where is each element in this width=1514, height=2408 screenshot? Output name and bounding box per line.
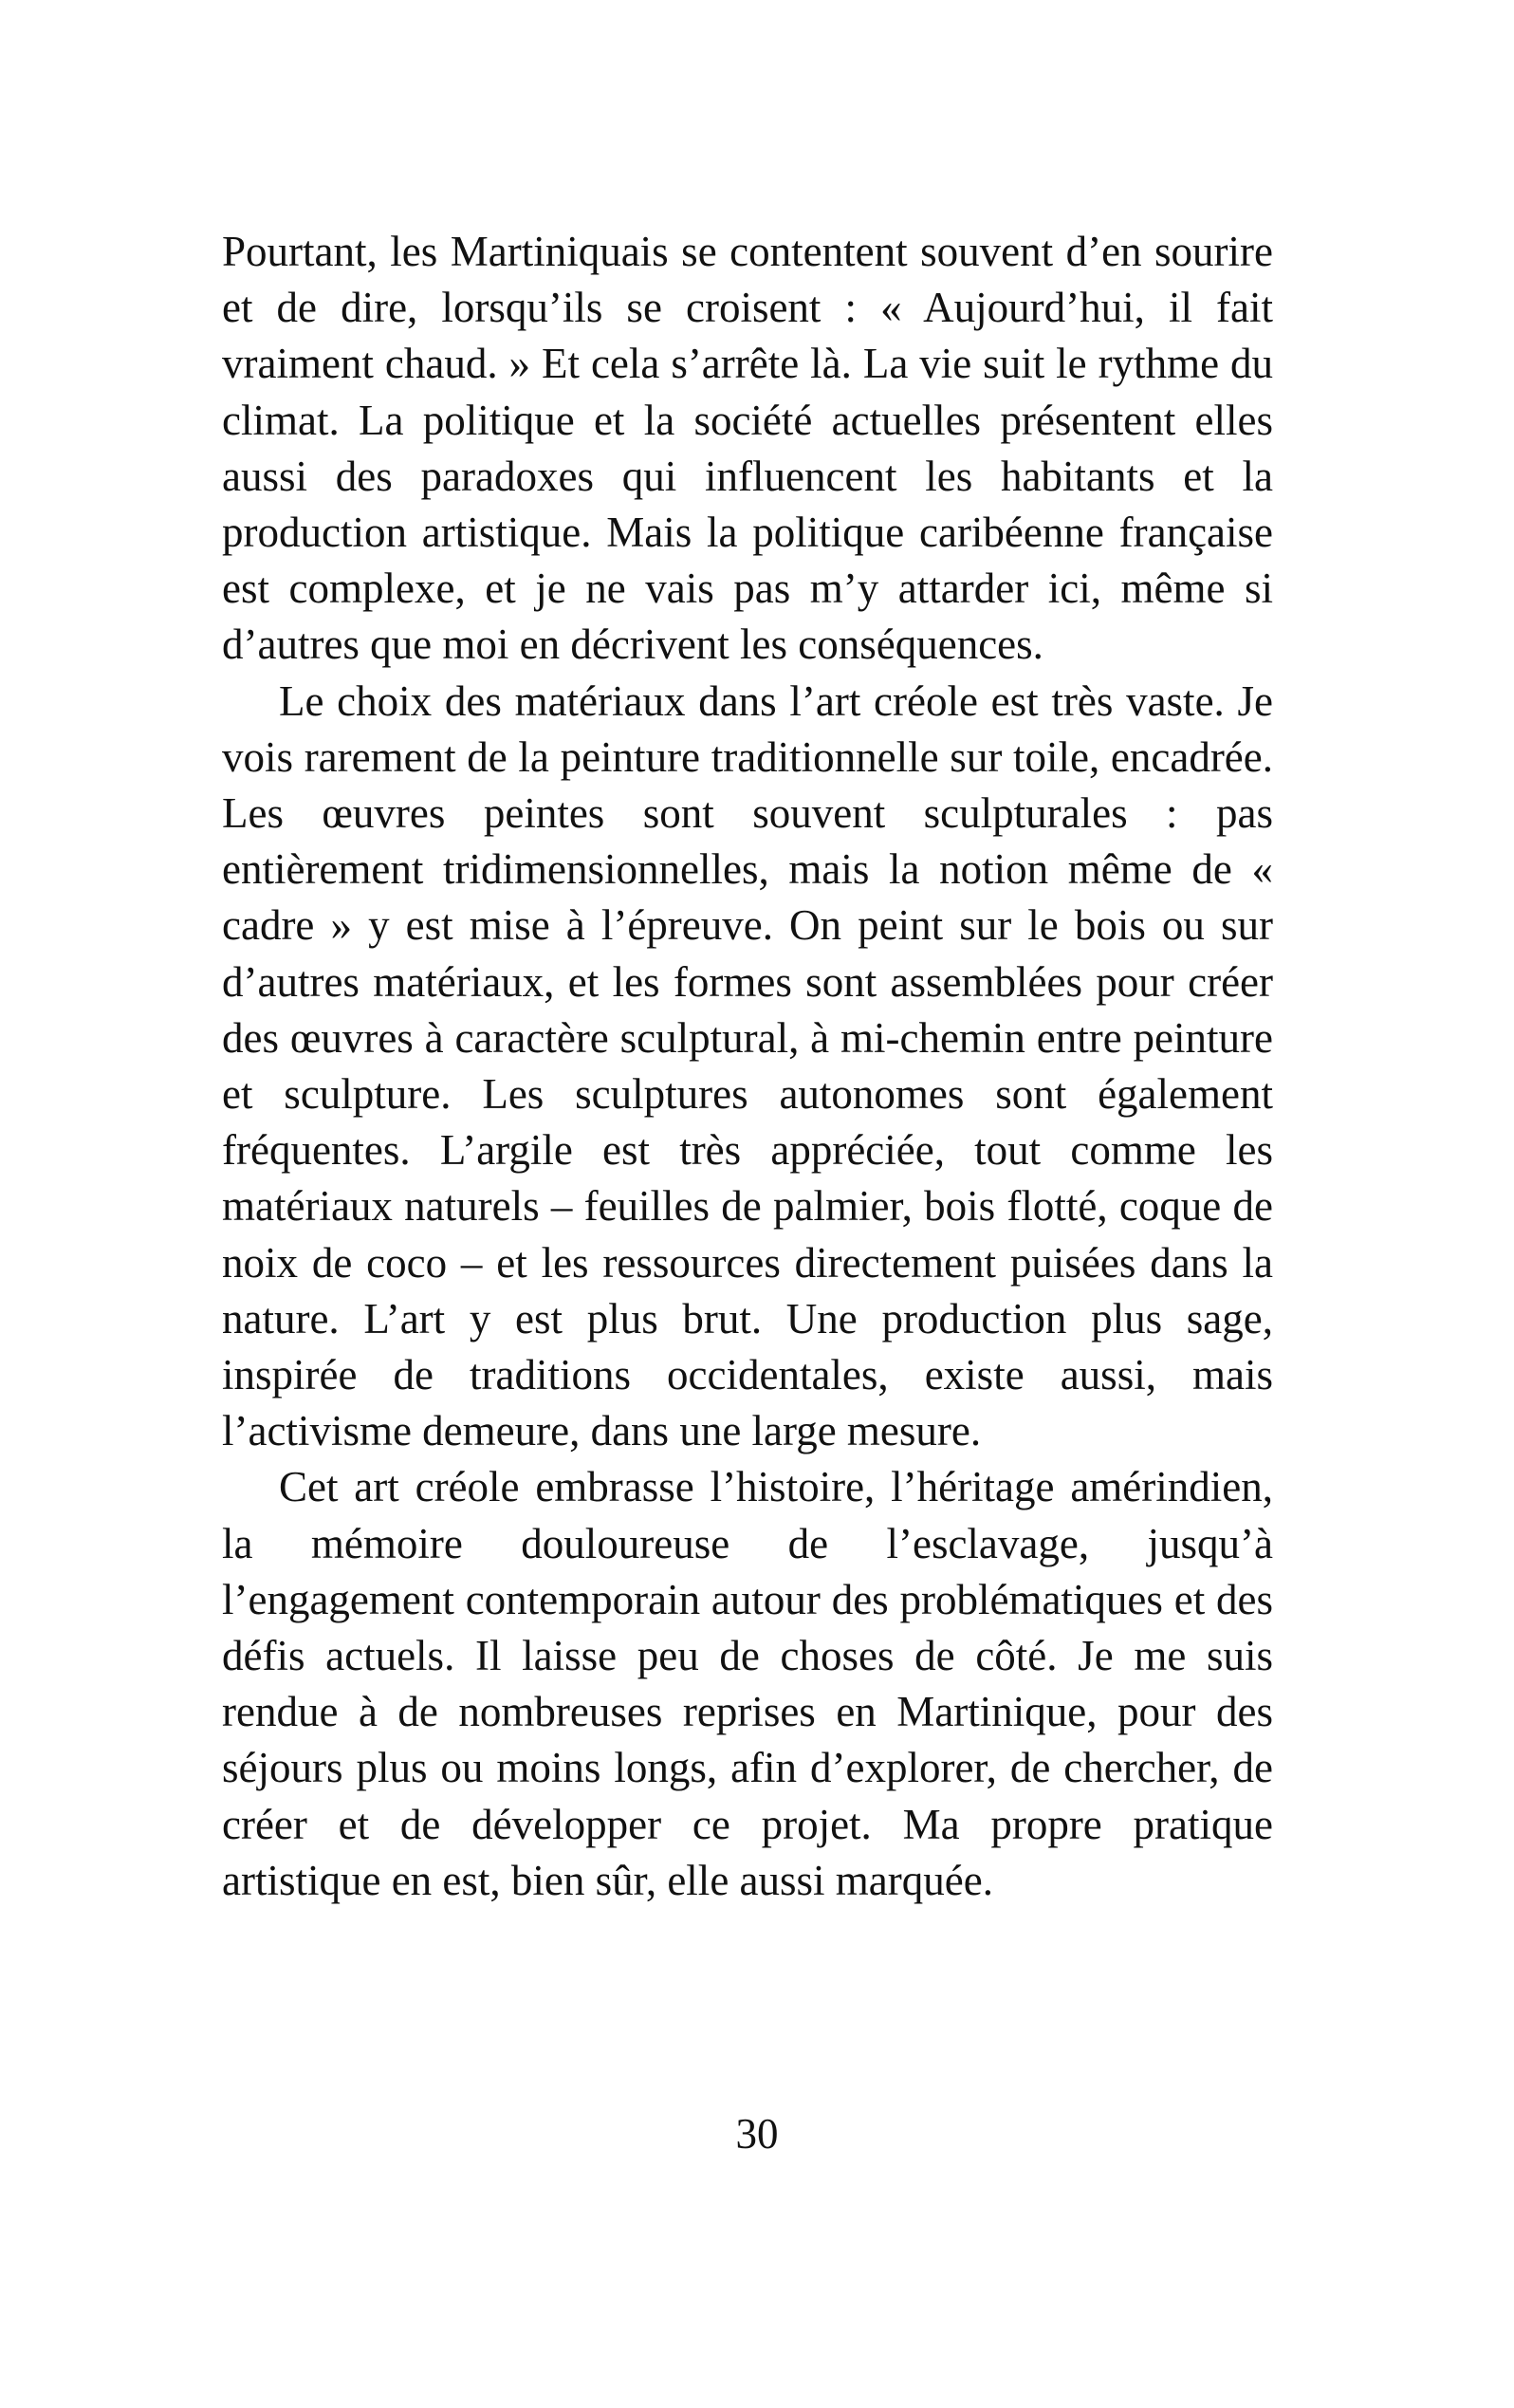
page-number: 30 bbox=[735, 2110, 779, 2158]
paragraph-creole-art: Cet art créole embrasse l’histoire, l’héritage amérindien, la mémoire douloureuse de l’esclavage, jusqu’à l’engagement contemporain autour des problématiques et des défis actuels. Il laisse peu de choses de côté. Je me suis rendue à de nombreuses reprises en Martinique, pour des séjours plus ou moins longs, afin d’explorer, de chercher, de créer et de développer ce projet. Ma propre pratique artistique en est, bien sûr, elle aussi marquée. bbox=[222, 1463, 1273, 1904]
paragraph-materials: Le choix des matériaux dans l’art créole est très vaste. Je vois rarement de la peinture traditionnelle sur toile, encadrée. Les œuvres peintes sont souvent sculpturales : pas entièrement tridimensionnelles, mais la notion même de « cadre » y est mise à l’épreuve. On peint sur le bois ou sur d’autres matériaux, et les formes sont assemblées pour créer des œuvres à caractère sculptural, à mi-chemin entre peinture et sculpture. Les sculptures autonomes sont également fréquentes. L’argile est très appréciée, tout comme les matériaux naturels – feuilles de palmier, bois flotté, coque de noix de coco – et les ressources directement puisées dans la nature. L’art y est plus brut. Une production plus sage, inspirée de traditions occidentales, existe aussi, mais l’activisme demeure, dans une large mesure. bbox=[222, 676, 1273, 1455]
paragraph-continuation: Pourtant, les Martiniquais se contentent souvent d’en sourire et de dire, lorsqu’ils se croisent : « Aujourd’hui, il fait vraiment chaud. » Et cela s’arrête là. La vie suit le rythme du climat. La politique et la société actuelles présentent elles aussi des paradoxes qui influencent les habitants et la production artistique. Mais la politique caribéenne française est complexe, et je ne vais pas m’y attarder ici, même si d’autres que moi en décrivent les conséquences. bbox=[222, 228, 1273, 669]
body-text bbox=[222, 224, 1273, 1909]
